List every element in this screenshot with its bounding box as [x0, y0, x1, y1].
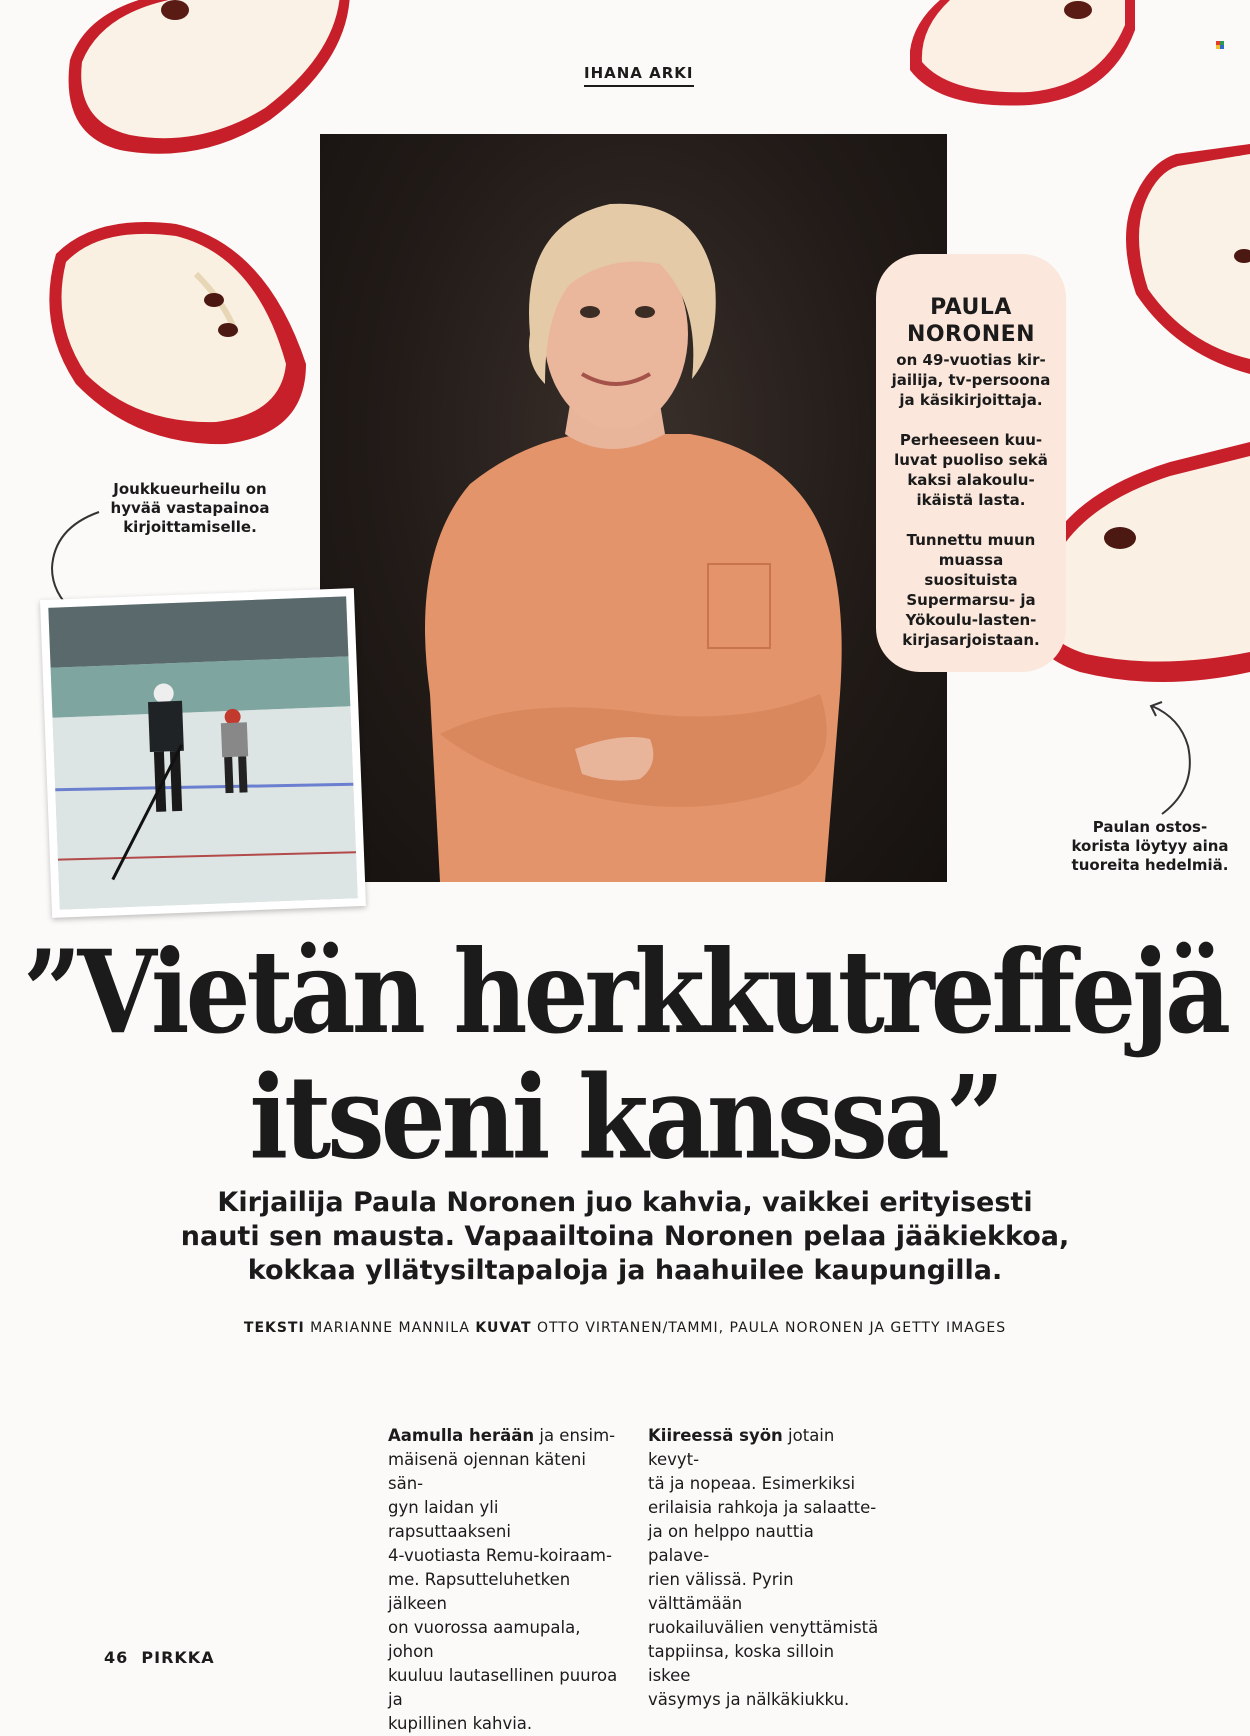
caption-hockey: Joukkueurheilu on hyvää vastapainoa kirjoittamiselle. — [110, 480, 270, 536]
column-right-text: jotain kevyt- tä ja nopeaa. Esimerkiksi erilaisia rahkoja ja salaatte- ja on helppo nauttia palave- rien välissä. Pyrin välttämään ruokailuvälien venyttämistä tappiinsa, koska silloin iskee väsymys ja nälkäkiukku. — [648, 1426, 879, 1709]
headline — [0, 925, 1250, 1186]
curved-arrow-icon — [1142, 698, 1202, 818]
info-name-last: NORONEN — [906, 322, 1036, 347]
headline-line-1: ”Vietän herkkutreffejä — [22, 925, 1228, 1060]
color-mark-icon — [1216, 34, 1224, 42]
column-left-text: ja ensim- mäisenä ojennan käteni sän- gyn laidan yli rapsuttaakseni 4-vuotiasta Remu-koiraam- me. Rapsutteluhetken jälkeen on vuorossa aamupala, johon kuuluu lautasellinen puuroa ja kupillinen kahvia. — [388, 1426, 618, 1733]
lead-paragraph: Kirjailija Paula Noronen juo kahvia, vaikkei erityisesti nauti sen mausta. Vapaailtoina Noronen pelaa jääkiekkoa, kokkaa yllätysiltapaloja ja haahuilee kaupungilla. — [180, 1187, 1070, 1286]
hockey-photo — [40, 588, 366, 918]
section-label: IHANA ARKI — [584, 64, 694, 87]
headline-line-2: itseni kanssa” — [249, 1050, 1001, 1186]
apple-slice-left — [36, 214, 316, 446]
apple-slice-top-right — [910, 0, 1135, 115]
apple-slice-top-left — [50, 0, 350, 160]
credits-photos-label: KUVAT — [475, 1320, 532, 1336]
credits — [0, 1320, 1250, 1336]
credits-photos-value: OTTO VIRTANEN/TAMMI, PAULA NORONEN JA GETTY IMAGES — [531, 1320, 1007, 1336]
credits-text-label: TEKSTI — [243, 1320, 305, 1336]
info-family: Perheeseen kuu- luvat puoliso sekä kaksi alakoulu- ikäistä lasta. — [894, 431, 1048, 509]
info-age: on 49-vuotias kir- jailija, tv-persoona ja käsikirjoittaja. — [891, 351, 1051, 409]
portrait-photo — [320, 134, 947, 882]
magazine-name: PIRKKA — [141, 1648, 215, 1667]
credits-text-value: MARIANNE MANNILA — [304, 1320, 476, 1336]
info-box — [876, 254, 1066, 672]
caption-fruit: Paulan ostos- korista löytyy aina tuoreita hedelmiä. — [1071, 818, 1229, 874]
info-name-first: PAULA — [930, 295, 1012, 320]
body-column-right — [648, 1424, 880, 1712]
info-books: Tunnettu muun muassa suosituista Supermarsu- ja Yökoulu-lasten- kirjasarjoistaan. — [902, 531, 1040, 649]
page-footer — [104, 1648, 215, 1667]
column-right-intro: Kiireessä syön — [648, 1426, 783, 1445]
apple-slice-right-top — [1116, 144, 1250, 374]
page-number: 46 — [104, 1648, 129, 1667]
column-left-intro: Aamulla herään — [388, 1426, 535, 1445]
body-column-left — [388, 1424, 620, 1736]
